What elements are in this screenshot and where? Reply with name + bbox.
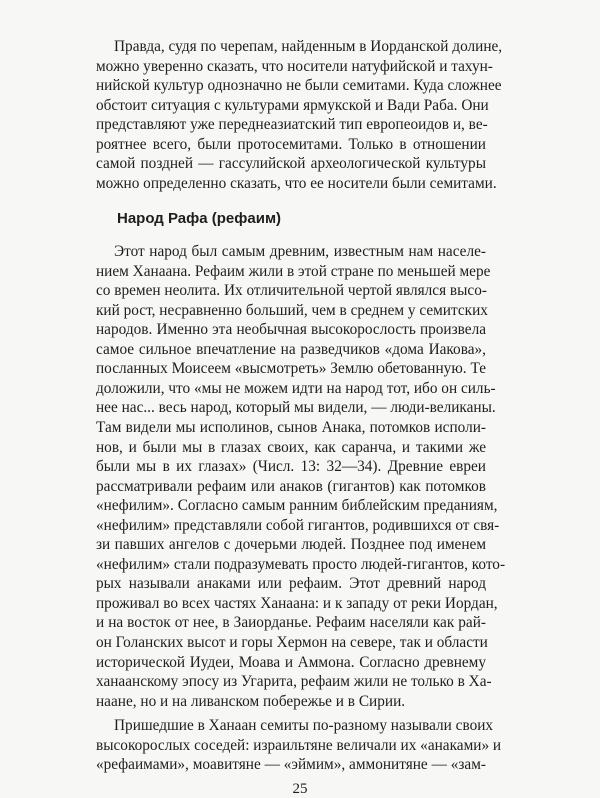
text-line: кий рост, несравненно больший, чем в среднем у семитских: [96, 301, 488, 319]
text-line: Там видели мы исполинов, сынов Анака, потомков исполи-: [96, 418, 486, 436]
text-line: роятнее всего, были протосемитами. Только в отношении: [96, 135, 486, 153]
text-line: Пришедшие в Ханаан семиты по-разному называли своих: [114, 717, 494, 735]
text-line: высокорослых соседей: израильтяне величали их «анаками» и: [96, 736, 502, 754]
text-line: нием Ханаана. Рефаим жили в этой стране по меньшей мере: [96, 262, 491, 280]
text-line: проживал во всех частях Ханаана: и к западу от реки Иордан,: [96, 594, 498, 612]
text-line: «рефаимами», моавитяне — «эймим», аммонитяне — «зам-: [96, 756, 486, 774]
text-line: представляют уже переднеазиатский тип европеоидов и, ве-: [96, 116, 488, 134]
section-heading: Народ Рафа (рефаим): [117, 210, 282, 227]
text-line: «нефилим» стали подразумевать просто людей-гигантов, кото-: [96, 555, 506, 573]
text-line: были мы в их глазах» (Числ. 13: 32—34). Древние евреи: [96, 458, 486, 476]
text-line: зи павших ангелов с дочерьми людей. Позднее под именем: [96, 536, 486, 554]
text-line: рассматривали рефаим или анаков (гигантов) как потомков: [96, 477, 486, 495]
text-line: нов, и были мы в глазах своих, как саранча, и такими же: [96, 438, 486, 456]
text-line: самое сильное впечатление на разведчиков «дома Иакова»,: [96, 340, 486, 358]
text-line: нее нас... весь народ, который мы видели, — люди-великаны.: [96, 399, 496, 417]
text-line: доложили, что «мы не можем идти на народ тот, ибо он силь-: [96, 379, 496, 397]
text-line: посланных Моисеем «высмотреть» Землю обетованную. Те: [96, 360, 486, 378]
text-line: самой поздней — гассулийской археологической культуры: [96, 155, 486, 173]
text-line: можно уверенно сказать, что носители натуфийской и тахун-: [96, 57, 493, 75]
text-line: нийской культур однозначно не были семитами. Куда сложнее: [96, 77, 502, 95]
text-line: исторической Иудеи, Моава и Аммона. Согласно древнему: [96, 653, 486, 671]
text-line: рых называли анаками или рефаим. Этот древний народ: [96, 575, 486, 593]
text-line: «нефилим» представляли собой гигантов, родившихся от свя-: [96, 516, 500, 534]
page-number: 25: [292, 780, 308, 797]
text-line: он Голанских высот и горы Хермон на севере, так и области: [96, 634, 488, 651]
text-line: Этот народ был самым древним, известным нам населе-: [114, 243, 486, 260]
text-line: можно определенно сказать, что ее носители были семитами.: [96, 174, 497, 192]
text-line: ханаанскому эпосу из Угарита, рефаим жили не только в Ха-: [96, 673, 492, 691]
text-line: наане, но и на ливанском побережье и в Сирии.: [96, 692, 406, 710]
text-line: Правда, судя по черепам, найденным в Иорданской долине,: [114, 38, 503, 55]
text-line: «нефилим». Согласно самым ранним библейским преданиям,: [96, 497, 498, 515]
text-line: со времен неолита. Их отличительной чертой являлся высо-: [96, 282, 487, 300]
text-line: народов. Именно эта необычная высокорослость произвела: [96, 321, 486, 339]
text-line: и на восток от нее, в Заиорданье. Рефаим населяли как рай-: [96, 614, 486, 632]
text-line: обстоит ситуация с культурами ярмукской и Вади Раба. Они: [96, 96, 489, 114]
